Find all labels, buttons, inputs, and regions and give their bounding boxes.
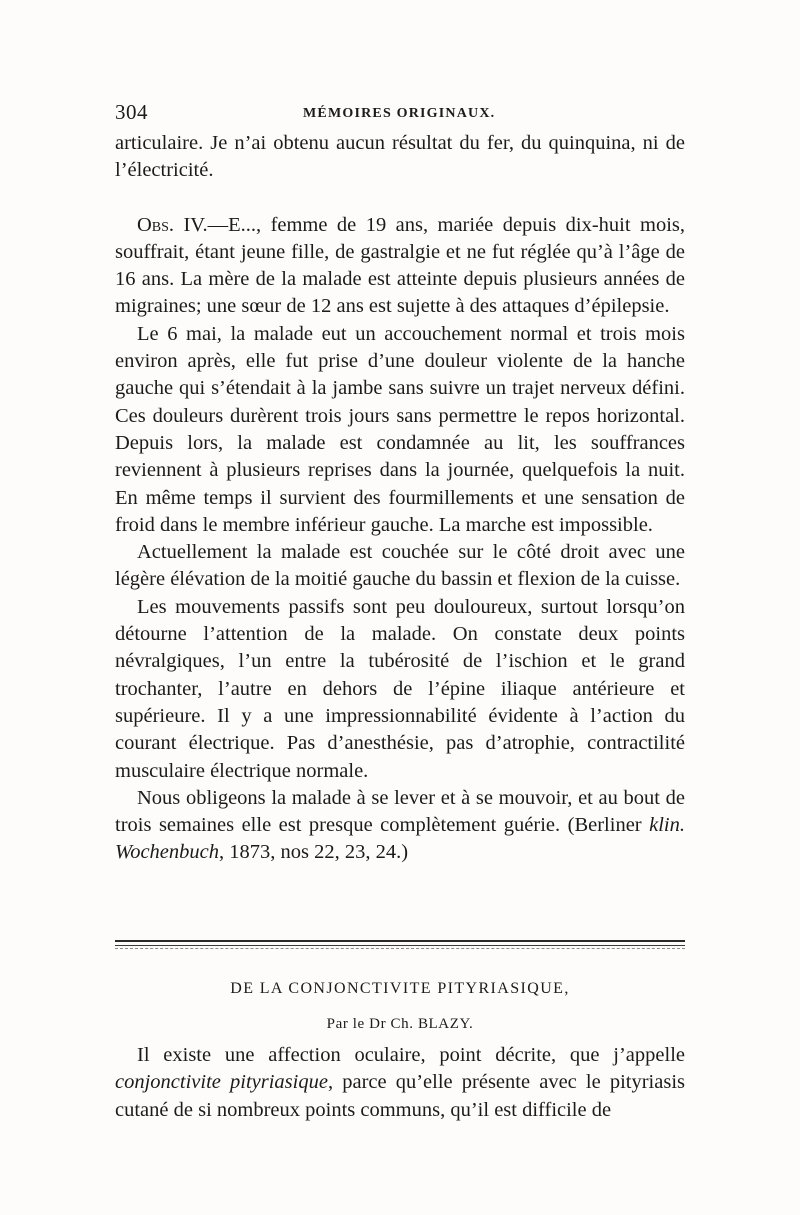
citation-text: Nous obligeons la malade à se lever et à se mouvoir, et au bout de trois semaines elle est presque complètement guérie. (Berliner bbox=[115, 786, 685, 837]
page-number: 304 bbox=[115, 100, 148, 124]
observation-label: Obs. IV. bbox=[137, 213, 208, 236]
intro-text-end: , parce qu’elle présente avec le pityriasis cutané de si nombreux points communs, qu’il est difficile de bbox=[115, 1071, 685, 1121]
running-title: MÉMOIRES ORIGINAUX. bbox=[303, 106, 496, 121]
paragraph-citation bbox=[115, 785, 685, 867]
observation-text: —E..., femme de 19 ans, mariée depuis dix-huit mois, souffrait, étant jeune fille, de gastralgie et ne fut réglée qu’à l’âge de 16 ans. La mère de la malade est atteinte depuis plusieurs années de migraines; une sœur de 12 ans est sujette à des attaques d’épilepsie. bbox=[115, 213, 685, 318]
citation-reference: , 1873, nos 22, 23, 24.) bbox=[219, 841, 409, 864]
intro-text: Il existe une affection oculaire, point décrite, que j’appelle bbox=[137, 1044, 685, 1066]
paragraph: Les mouvements passifs sont peu douloureux, surtout lorsqu’on détourne l’attention de la malade. On constate deux points névralgiques, l’un entre la tubérosité de l’ischion et le grand trochanter, l’autre en dehors de l’épine iliaque antérieure et supérieure. Il y a une impressionnabilité évidente à l’action du courant électrique. Pas d’anesthésie, pas d’atrophie, contractilité musculaire électrique normale. bbox=[115, 595, 685, 782]
paragraph: Le 6 mai, la malade eut un accouchement normal et trois mois environ après, elle fut prise d’une douleur violente de la hanche gauche qui s’étendait à la jambe sans suivre un trajet nerveux défini. Ces douleurs durèrent trois jours sans permettre le repos horizontal. Depuis lors, la malade est condamnée au lit, les souffrances reviennent à plusieurs reprises dans la journée, quelquefois la nuit. En même temps il survient des fourmillements et une sensation de froid dans le membre inférieur gauche. La marche est impossible. bbox=[115, 322, 685, 536]
section-divider bbox=[115, 948, 685, 949]
section-divider bbox=[115, 945, 685, 946]
article-intro bbox=[115, 1042, 685, 1124]
observation-paragraph bbox=[115, 212, 685, 321]
page-header bbox=[115, 100, 685, 128]
journal-title: klin. Wochenbuch bbox=[115, 814, 685, 864]
paragraph-continuation: articulaire. Je n’ai obtenu aucun résultat du fer, du quinquina, ni de l’électricité. bbox=[115, 132, 685, 182]
intro-term: conjonctivite pityriasique bbox=[115, 1071, 328, 1094]
main-text bbox=[115, 130, 685, 867]
paragraph: Actuellement la malade est couchée sur le côté droit avec une légère élévation de la moitié gauche du bassin et flexion de la cuisse. bbox=[115, 541, 685, 591]
article-author: Par le Dr Ch. BLAZY. bbox=[326, 1016, 474, 1032]
article-title: DE LA CONJONCTIVITE PITYRIASIQUE, bbox=[230, 980, 570, 997]
section-divider bbox=[115, 940, 685, 942]
intro-paragraph bbox=[115, 1042, 685, 1124]
